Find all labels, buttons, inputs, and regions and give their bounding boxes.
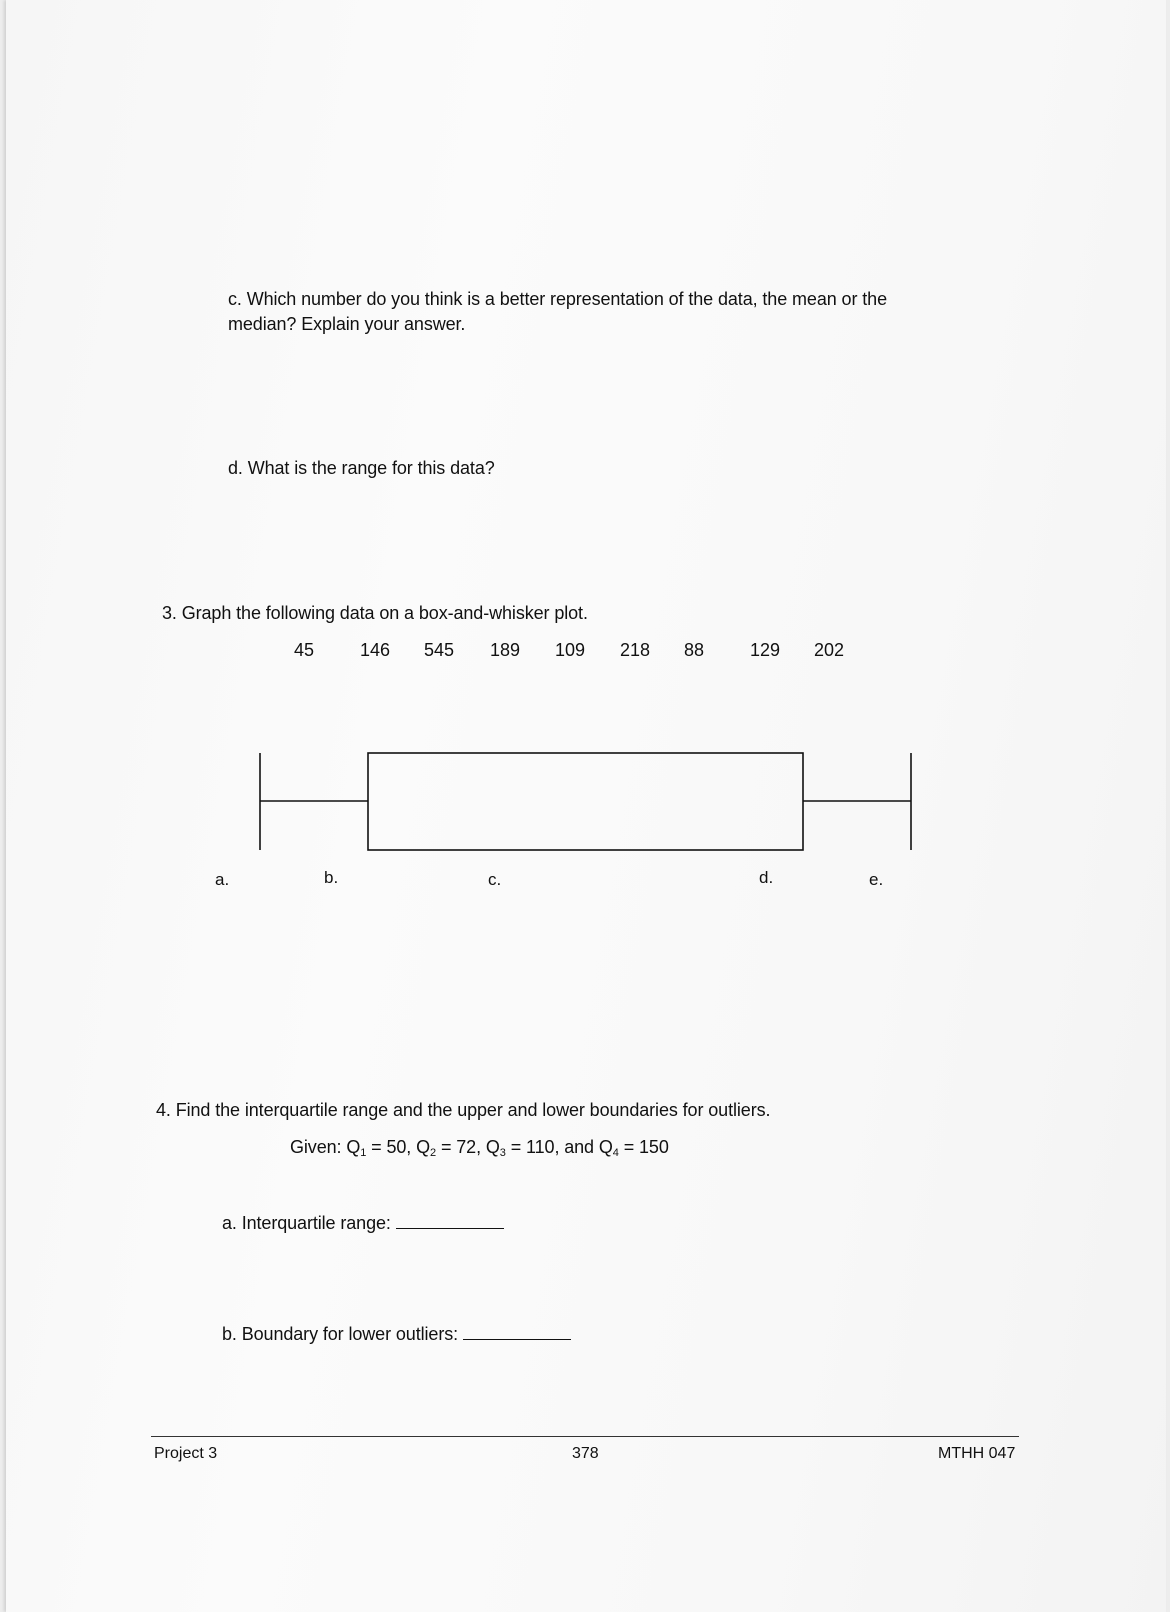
data-value: 545	[424, 640, 455, 660]
footer-divider	[151, 1436, 1019, 1437]
footer-right: MTHH 047	[938, 1445, 1016, 1462]
data-value: 88	[684, 640, 705, 660]
question-3-prompt: 3. Graph the following data on a box-and-whisker plot.	[162, 603, 588, 623]
question-2c-text-cont: median? Explain your answer.	[228, 314, 466, 334]
data-value: 109	[555, 640, 586, 660]
data-value: 146	[360, 640, 391, 660]
answer-blank-lower-boundary[interactable]	[463, 1325, 571, 1340]
plot-label-a: a.	[215, 870, 230, 889]
plot-label-c: c.	[488, 870, 502, 889]
footer-left: Project 3	[154, 1445, 218, 1462]
footer-page-number: 378	[572, 1445, 599, 1462]
question-4b	[222, 1324, 571, 1345]
question-4a	[222, 1213, 504, 1234]
question-2d-text: d. What is the range for this data?	[228, 458, 495, 478]
data-value: 218	[620, 640, 651, 660]
data-value: 189	[490, 640, 521, 660]
answer-blank-iqr[interactable]	[396, 1214, 504, 1229]
data-value: 129	[750, 640, 781, 660]
quartile-box	[368, 753, 803, 850]
plot-label-b: b.	[324, 868, 339, 887]
question-4a-label: a. Interquartile range:	[222, 1213, 391, 1233]
data-value: 202	[814, 640, 845, 660]
plot-label-d: d.	[759, 868, 774, 887]
question-2c-text: c. Which number do you think is a better representation of the data, the mean or the	[228, 289, 887, 309]
question-4-prompt: 4. Find the interquartile range and the upper and lower boundaries for outliers.	[156, 1100, 771, 1120]
data-value: 45	[294, 640, 315, 660]
question-4b-label: b. Boundary for lower outliers:	[222, 1324, 459, 1344]
plot-label-e: e.	[869, 870, 884, 889]
question-4-given: Given: $Q_1 = 50$, $Q_2 = 72$, $Q_3 = 110$, and $Q_4 = 150$	[290, 1137, 669, 1159]
